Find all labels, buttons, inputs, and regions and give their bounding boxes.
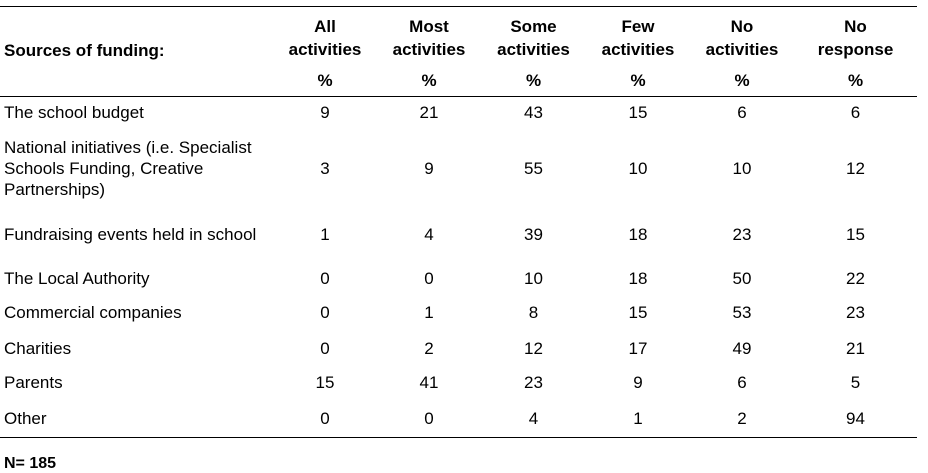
header-line2: activities <box>601 40 675 59</box>
cell-all: 0 <box>320 338 330 358</box>
cell-few: 17 <box>628 338 648 358</box>
table-row <box>0 128 917 208</box>
cell-all: 0 <box>320 268 330 288</box>
cell-few: 18 <box>628 225 648 244</box>
cell-none: 10 <box>732 158 752 178</box>
cell-all: 15 <box>315 373 335 392</box>
unit-label: % <box>794 61 917 97</box>
sources-header: Sources of funding: <box>0 7 273 62</box>
cell-no-response: 5 <box>850 373 861 392</box>
header-line2: activities <box>497 40 570 59</box>
cell-some: 10 <box>524 268 543 288</box>
cell-most: 21 <box>419 103 439 122</box>
row-source-label: The Local Authority <box>4 268 150 288</box>
cell-no-response: 12 <box>846 158 865 178</box>
cell-all: 1 <box>320 225 330 244</box>
cell-no-response: 22 <box>846 268 865 288</box>
cell-few: 15 <box>628 103 648 122</box>
cell-none: 6 <box>737 373 747 392</box>
cell-all: 3 <box>320 158 330 178</box>
cell-most: 0 <box>377 399 481 438</box>
cell-most: 1 <box>424 303 434 322</box>
cell-all: 9 <box>320 103 330 122</box>
table-row <box>0 261 917 295</box>
unit-spacer <box>0 61 273 97</box>
row-source-label: The school budget <box>4 103 144 122</box>
header-line2: activities <box>392 40 466 59</box>
header-line1: All <box>314 17 336 36</box>
row-source-label: Commercial companies <box>4 303 182 322</box>
funding-table-container <box>0 6 917 438</box>
cell-none: 53 <box>732 303 752 322</box>
cell-most: 0 <box>424 268 434 288</box>
row-source-label: Charities <box>4 338 72 358</box>
table-row <box>0 366 917 399</box>
unit-row <box>0 61 917 97</box>
header-line2: response <box>817 40 894 59</box>
cell-all: 0 <box>320 303 330 322</box>
cell-none: 6 <box>737 103 747 122</box>
table-row <box>0 208 917 261</box>
cell-most: 9 <box>424 158 434 178</box>
cell-no-response: 23 <box>846 303 865 322</box>
cell-some: 55 <box>524 158 543 178</box>
cell-some: 8 <box>528 303 539 322</box>
column-header-few-activities <box>586 7 690 62</box>
unit-label: % <box>481 61 586 97</box>
sample-size-note: N= 185 <box>4 455 57 472</box>
table-row <box>0 330 917 366</box>
header-line1: Few <box>621 17 655 36</box>
unit-label: % <box>690 61 794 97</box>
cell-none: 2 <box>690 399 794 438</box>
cell-few: 9 <box>633 373 643 392</box>
cell-none: 49 <box>732 338 752 358</box>
header-line1: No <box>844 17 867 36</box>
unit-label: % <box>273 61 377 97</box>
header-line1: No <box>730 17 754 36</box>
cell-all: 0 <box>273 399 377 438</box>
cell-few: 18 <box>628 268 648 288</box>
row-source-label: National initiatives (i.e. Specialist Schools Funding, Creative Partnerships) <box>4 137 252 199</box>
table-row <box>0 97 917 129</box>
cell-few: 10 <box>628 158 648 178</box>
cell-most: 2 <box>424 338 434 358</box>
column-header-no-activities <box>690 7 794 62</box>
column-header-most-activities <box>377 7 481 62</box>
table-header-row <box>0 7 917 62</box>
row-source-label: Other <box>0 399 273 438</box>
row-source-label: Parents <box>4 373 63 392</box>
row-source-label: Fundraising events held in school <box>4 225 257 244</box>
column-header-some-activities <box>481 7 586 62</box>
table-row <box>0 399 917 438</box>
cell-no-response: 21 <box>846 338 865 358</box>
cell-some: 43 <box>524 103 543 122</box>
header-line1: Some <box>510 17 557 36</box>
cell-some: 12 <box>524 338 543 358</box>
unit-label: % <box>377 61 481 97</box>
cell-none: 50 <box>732 268 752 288</box>
table-row <box>0 295 917 330</box>
header-line1: Most <box>409 17 449 36</box>
header-line2: activities <box>705 40 779 59</box>
header-line2: activities <box>288 40 362 59</box>
cell-no-response: 6 <box>850 103 861 122</box>
cell-some: 23 <box>524 373 543 392</box>
cell-no-response: 94 <box>794 399 917 438</box>
funding-sources-table <box>0 6 917 438</box>
cell-no-response: 15 <box>846 225 865 244</box>
unit-label: % <box>586 61 690 97</box>
cell-none: 23 <box>732 225 752 244</box>
cell-some: 4 <box>481 399 586 438</box>
cell-few: 15 <box>628 303 648 322</box>
cell-most: 41 <box>419 373 439 392</box>
cell-few: 1 <box>586 399 690 438</box>
column-header-all-activities <box>273 7 377 62</box>
column-header-no-response <box>794 7 917 62</box>
cell-some: 39 <box>524 225 543 244</box>
cell-most: 4 <box>424 225 434 244</box>
